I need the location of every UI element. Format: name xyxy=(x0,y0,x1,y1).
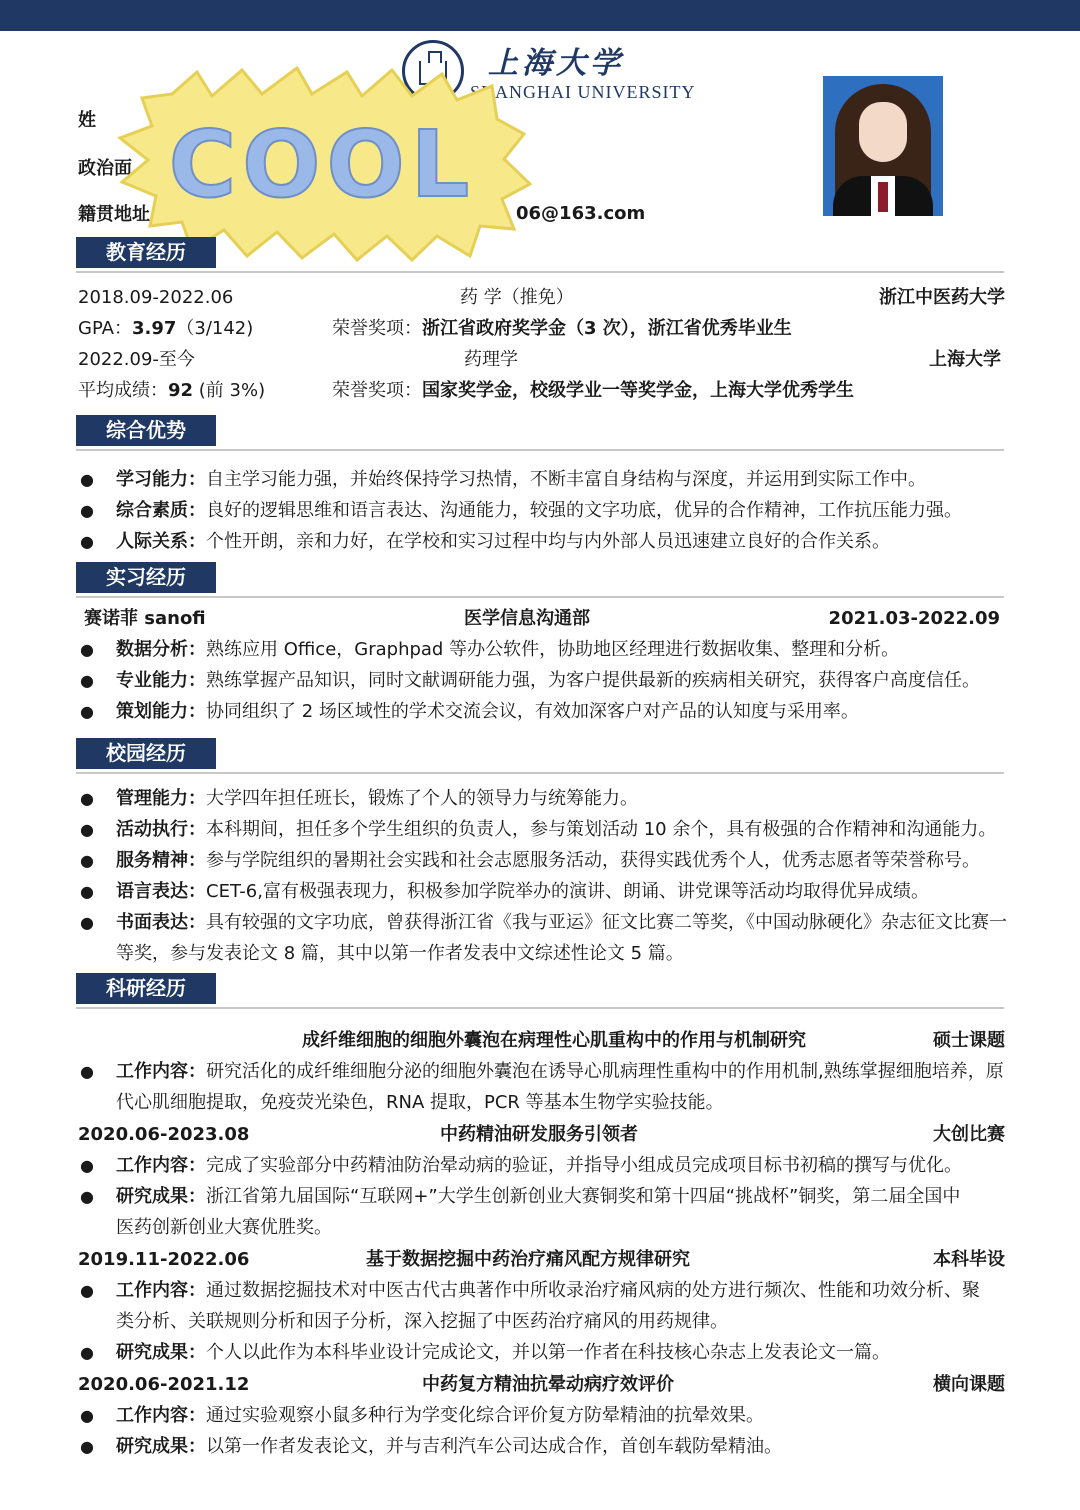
intern-period: 2021.03-2022.09 xyxy=(828,608,1000,629)
research-title: 中药复方精油抗晕动病疗效评价 xyxy=(422,1374,674,1395)
adv-item: 综合素质：良好的逻辑思维和语言表达、沟通能力，较强的文字功底，优异的合作精神，工作抗压能力强。 xyxy=(116,500,962,521)
research-type: 本科毕设 xyxy=(933,1249,1005,1270)
adv-item: 人际关系：个性开朗，亲和力好，在学校和实习过程中均与内外部人员迅速建立良好的合作关系。 xyxy=(116,531,890,552)
edu2-score: 平均成绩：92 (前 3%) xyxy=(78,380,266,401)
intern-item: 数据分析：熟练应用 Office，Graphpad 等办公软件，协助地区经理进行数据收集、整理和分析。 xyxy=(116,639,900,660)
research-item-continued: 代心肌细胞提取，免疫荧光染色，RNA 提取，PCR 等基本生物学实验技能。 xyxy=(116,1092,724,1113)
research-title: 成纤维细胞的细胞外囊泡在病理性心肌重构中的作用与机制研究 xyxy=(302,1030,806,1051)
edu2-major: 药理学 xyxy=(464,349,518,370)
research-item: 研究成果：浙江省第九届国际“互联网+”大学生创新创业大赛铜奖和第十四届“挑战杯”铜奖，第二届全国中 xyxy=(116,1186,961,1207)
campus-item-continued: 等奖，参与发表论文 8 篇，其中以第一作者发表中文综述性论文 5 篇。 xyxy=(116,943,684,964)
info-politics-label: 政治面 xyxy=(78,158,132,179)
section-title: 教育经历 xyxy=(76,237,216,268)
intern-department: 医学信息沟通部 xyxy=(464,608,590,629)
edu1-major: 药 学（推免） xyxy=(460,287,574,308)
intern-item: 专业能力：熟练掌握产品知识，同时文献调研能力强，为客户提供最新的疾病相关研究，获得客户高度信任。 xyxy=(116,670,980,691)
research-period: 2020.06-2021.12 xyxy=(78,1374,250,1395)
bullet-icon: ● xyxy=(80,1281,94,1300)
bullet-icon: ● xyxy=(80,640,94,659)
bullet-icon: ● xyxy=(80,1437,94,1456)
campus-item: 书面表达：具有较强的文字功底，曾获得浙江省《我与亚运》征文比赛二等奖，《中国动脉硬化》杂志征文比赛一 xyxy=(116,912,1007,933)
research-item: 研究成果：以第一作者发表论文，并与吉利汽车公司达成合作，首创车载防晕精油。 xyxy=(116,1436,782,1457)
edu2-honors: 荣誉奖项：国家奖学金，校级学业一等奖学金，上海大学优秀学生 xyxy=(332,380,854,401)
research-item: 工作内容：通过数据挖掘技术对中医古代古典著作中所收录治疗痛风病的处方进行频次、性能和功效分析、聚 xyxy=(116,1280,980,1301)
section-title: 科研经历 xyxy=(76,973,216,1004)
bullet-icon: ● xyxy=(80,470,94,489)
research-period: 2020.06-2023.08 xyxy=(78,1124,250,1145)
bullet-icon: ● xyxy=(80,1406,94,1425)
edu2-school: 上海大学 xyxy=(929,349,1001,370)
bullet-icon: ● xyxy=(80,913,94,932)
sticker-text: COOL xyxy=(168,111,476,218)
profile-photo xyxy=(823,76,943,216)
bullet-icon: ● xyxy=(80,1062,94,1081)
research-item: 工作内容：研究活化的成纤维细胞分泌的细胞外囊泡在诱导心肌病理性重构中的作用机制,熟练掌握细胞培养，原 xyxy=(116,1061,1004,1082)
intern-item: 策划能力：协同组织了 2 场区域性的学术交流会议，有效加深客户对产品的认知度与采用率。 xyxy=(116,701,859,722)
bullet-icon: ● xyxy=(80,1187,94,1206)
university-name-en: SHANGHAI UNIVERSITY xyxy=(470,82,696,102)
research-item: 研究成果：个人以此作为本科毕业设计完成论文，并以第一作者在科技核心杂志上发表论文一篇。 xyxy=(116,1342,890,1363)
university-name-cn: 上海大学 xyxy=(488,46,624,81)
edu1-school: 浙江中医药大学 xyxy=(879,287,1005,308)
adv-item: 学习能力：自主学习能力强，并始终保持学习热情，不断丰富自身结构与深度，并运用到实际工作中。 xyxy=(116,469,926,490)
research-period: 2019.11-2022.06 xyxy=(78,1249,250,1270)
campus-item: 服务精神：参与学院组织的暑期社会实践和社会志愿服务活动，获得实践优秀个人，优秀志愿者等荣誉称号。 xyxy=(116,850,980,871)
bullet-icon: ● xyxy=(80,702,94,721)
bullet-icon: ● xyxy=(80,851,94,870)
research-title: 中药精油研发服务引领者 xyxy=(440,1124,638,1145)
section-title: 综合优势 xyxy=(76,415,216,446)
research-title: 基于数据挖掘中药治疗痛风配方规律研究 xyxy=(366,1249,690,1270)
edu1-honors: 荣誉奖项：浙江省政府奖学金（3 次），浙江省优秀毕业生 xyxy=(332,318,792,339)
campus-item: 管理能力：大学四年担任班长，锻炼了个人的领导力与统筹能力。 xyxy=(116,788,638,809)
research-type: 横向课题 xyxy=(933,1374,1005,1395)
edu1-period: 2018.09-2022.06 xyxy=(78,287,234,308)
intern-company: 赛诺菲 sanofi xyxy=(84,608,206,629)
research-item: 工作内容：通过实验观察小鼠多种行为学变化综合评价复方防晕精油的抗晕效果。 xyxy=(116,1405,764,1426)
info-email: 06@163.com xyxy=(516,203,646,224)
research-item-continued: 医药创新创业大赛优胜奖。 xyxy=(116,1217,332,1238)
edu1-score: GPA：3.97（3/142) xyxy=(78,318,254,339)
bullet-icon: ● xyxy=(80,671,94,690)
bullet-icon: ● xyxy=(80,1156,94,1175)
bullet-icon: ● xyxy=(80,532,94,551)
bullet-icon: ● xyxy=(80,1343,94,1362)
section-title: 校园经历 xyxy=(76,738,216,769)
bullet-icon: ● xyxy=(80,789,94,808)
campus-item: 活动执行：本科期间，担任多个学生组织的负责人，参与策划活动 10 余个，具有极强的合作精神和沟通能力。 xyxy=(116,819,997,840)
research-item: 工作内容：完成了实验部分中药精油防治晕动病的验证，并指导小组成员完成项目标书初稿的撰写与优化。 xyxy=(116,1155,962,1176)
info-name-label: 姓 xyxy=(78,110,96,131)
bullet-icon: ● xyxy=(80,501,94,520)
info-origin-label: 籍贯地址 xyxy=(78,204,150,225)
bullet-icon: ● xyxy=(80,820,94,839)
campus-item: 语言表达：CET-6,富有极强表现力，积极参加学院举办的演讲、朗诵、讲党课等活动均取得优异成绩。 xyxy=(116,881,929,902)
edu2-period: 2022.09-至今 xyxy=(78,349,195,370)
section-title: 实习经历 xyxy=(76,562,216,593)
cool-sticker xyxy=(112,64,532,264)
research-type: 大创比赛 xyxy=(933,1124,1005,1145)
top-banner xyxy=(0,0,1080,31)
research-item-continued: 类分析、关联规则分析和因子分析，深入挖掘了中医药治疗痛风的用药规律。 xyxy=(116,1311,728,1332)
bullet-icon: ● xyxy=(80,882,94,901)
research-type: 硕士课题 xyxy=(933,1030,1005,1051)
